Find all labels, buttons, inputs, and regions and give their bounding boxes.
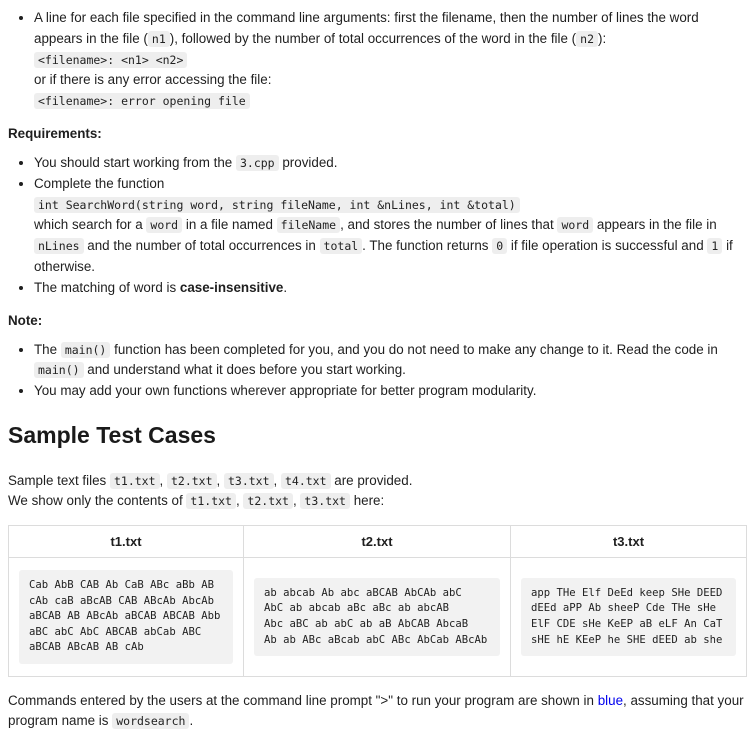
or-text: or if there is any error accessing the file: <box>34 72 272 88</box>
sample-files-table <box>8 525 747 677</box>
file-code: t1.txt <box>110 473 160 489</box>
table-row <box>9 557 747 676</box>
note-text: function has been completed for you, and you do not need to make any change to it. Read the code in <box>114 341 718 357</box>
sample-heading: Sample Test Cases <box>8 421 216 448</box>
note-item <box>34 381 746 402</box>
note-text: You may add your own functions wherever appropriate for better program modularity. <box>34 383 537 399</box>
document-page <box>8 0 746 732</box>
requirement-text: and the number of total occurrences in <box>87 238 316 254</box>
nlines-code: nLines <box>34 238 84 254</box>
commands-note-text: , assuming that your program name is <box>8 692 744 729</box>
commands-note-text: Commands entered by the users at the command line prompt ">" to run your program are shown in <box>8 692 594 708</box>
file-content-t1: Cab AbB CAB Ab CaB ABc aBb AB cAb caB aBcAB CAB ABcAb AbcAb aBCAB AB ABcAb aBCAB ABCAB Abb aBC abC AbC ABCAB abCab ABC aBCAB ABcAB AB cAb <box>19 570 233 664</box>
file-content-t3: app THe Elf DeEd keep SHe DEED dEEd aPP Ab sheeP Cde THe sHe ElF CDE sHe KeEP aB eLF An CaT sHE hE KEeP he SHE dEED ab she <box>521 578 736 656</box>
function-signature-code: int SearchWord(string word, string fileName, int &nLines, int &total) <box>34 197 520 213</box>
requirements-list <box>8 153 746 299</box>
requirement-text: if file operation is successful and <box>510 238 704 254</box>
table-cell <box>244 557 511 676</box>
note-label: Note: <box>8 312 43 328</box>
table-header-cell: t1.txt <box>9 525 244 557</box>
table-header-cell: t2.txt <box>244 525 511 557</box>
program-name-code: wordsearch <box>112 713 189 729</box>
file-code: t3.txt <box>300 493 350 509</box>
one-code: 1 <box>707 238 722 254</box>
requirement-text: The matching of word is <box>34 279 177 295</box>
requirement-text: . The function returns <box>362 238 489 254</box>
n2-code: n2 <box>576 31 598 47</box>
requirement-item <box>34 153 746 174</box>
requirement-text: , and stores the number of lines that <box>340 217 554 233</box>
table-cell <box>511 557 747 676</box>
file-code: t1.txt <box>186 493 236 509</box>
format-example-2: <filename>: error opening file <box>34 93 250 109</box>
sample-intro-text: We show only the contents of <box>8 492 183 508</box>
table-header-cell: t3.txt <box>511 525 747 557</box>
commands-note-text: . <box>189 713 194 729</box>
file-code: t4.txt <box>281 473 331 489</box>
word-code: word <box>146 217 182 233</box>
requirement-text: appears in the file in <box>596 217 717 233</box>
output-format-list <box>8 0 746 112</box>
output-format-text-mid: ), followed by the number of total occurrences of the word in the file ( <box>169 30 577 46</box>
requirement-text: if otherwise. <box>34 238 733 274</box>
main-code: main() <box>34 362 84 378</box>
note-item <box>34 340 746 382</box>
requirement-text: provided. <box>282 154 338 170</box>
main-code: main() <box>61 342 111 358</box>
commands-note <box>8 691 746 732</box>
sample-intro-text: are provided. <box>334 472 413 488</box>
requirements-label: Requirements: <box>8 125 102 141</box>
note-text: The <box>34 341 58 357</box>
sample-intro: Sample text files t1.txt , t2.txt , t3.txt , t4.txt are provided. We show only the contents of t1.txt , t2.txt , t3.txt here: <box>8 472 413 508</box>
file-content-t2: ab abcab Ab abc aBCAB AbCAb abC AbC ab abcab aBc aBc ab abcAB Abc aBC ab abC ab aB AbCAB AbcaB Ab ab ABc aBcab abC ABc AbCab ABcAb <box>254 578 500 656</box>
requirement-text: You should start working from the <box>34 154 233 170</box>
output-format-text-end: ): <box>598 30 607 46</box>
sample-intro-text: Sample text files <box>8 472 107 488</box>
filename-code: fileName <box>277 217 340 233</box>
word-code: word <box>557 217 593 233</box>
sample-intro-text: here: <box>353 492 385 508</box>
requirement-item <box>34 278 746 299</box>
requirement-item <box>34 174 746 278</box>
n1-code: n1 <box>148 31 170 47</box>
requirement-text: . <box>283 279 288 295</box>
case-insensitive-text: case-insensitive <box>179 279 284 295</box>
zero-code: 0 <box>492 238 507 254</box>
output-format-item <box>34 8 746 112</box>
blue-word: blue <box>597 692 624 708</box>
file-code: t2.txt <box>167 473 217 489</box>
file-code: t2.txt <box>243 493 293 509</box>
requirement-text: in a file named <box>185 217 273 233</box>
table-header-row <box>9 525 747 557</box>
file-code: t3.txt <box>224 473 274 489</box>
output-format-text: A line for each file specified in the command line arguments: first the filename, then the number of lines the word appears in the file ( <box>34 10 699 46</box>
requirement-text: • Complete the function <box>34 175 165 191</box>
total-code: total <box>320 238 363 254</box>
table-cell <box>9 557 244 676</box>
cpp-file-code: 3.cpp <box>236 155 279 171</box>
note-list <box>8 340 746 402</box>
format-example-1: <filename>: <n1> <n2> <box>34 52 187 68</box>
requirement-text: which search for a <box>34 217 143 233</box>
note-text: and understand what it does before you start working. <box>87 362 406 378</box>
